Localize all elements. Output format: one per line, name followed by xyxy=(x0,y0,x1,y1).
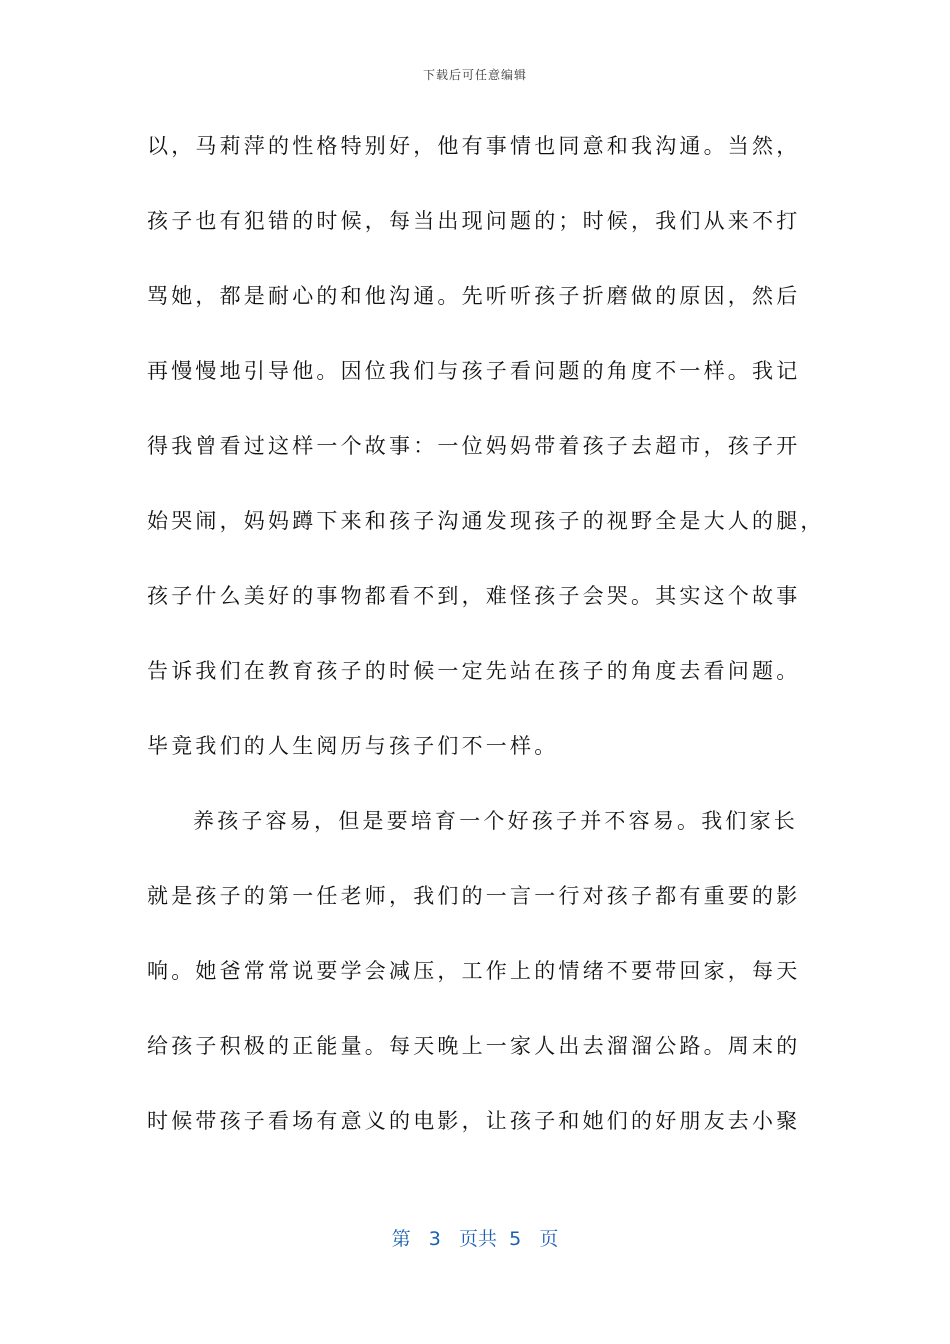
document-body xyxy=(147,118,825,1168)
current-page-number: 3 xyxy=(428,1228,441,1250)
text-line: 告诉我们在教育孩子的时候一定先站在孩子的角度去看问题。 xyxy=(147,659,801,683)
text-line: 响。她爸常常说要学会减压，工作上的情绪不要带回家，每天 xyxy=(147,959,801,983)
text-line: 孩子什么美好的事物都看不到，难怪孩子会哭。其实这个故事 xyxy=(147,584,801,608)
page-label-suffix: 页 xyxy=(539,1228,559,1250)
text-line: 以，马莉萍的性格特别好，他有事情也同意和我沟通。当然， xyxy=(147,134,801,158)
page-footer xyxy=(0,1224,950,1251)
text-line: 毕竟我们的人生阅历与孩子们不一样。 xyxy=(147,734,559,758)
total-pages-number: 5 xyxy=(509,1228,522,1250)
text-line: 给孩子积极的正能量。每天晚上一家人出去溜溜公路。周末的 xyxy=(147,1034,801,1058)
page-label-middle: 页共 xyxy=(459,1228,498,1250)
text-line: 再慢慢地引导他。因位我们与孩子看问题的角度不一样。我记 xyxy=(147,359,801,383)
text-line: 就是孩子的第一任老师，我们的一言一行对孩子都有重要的影 xyxy=(147,884,801,908)
text-line: 孩子也有犯错的时候，每当出现问题的；时候，我们从来不打 xyxy=(147,209,801,233)
page-header: 下载后可任意编辑 xyxy=(422,68,527,82)
text-line: 始哭闹，妈妈蹲下来和孩子沟通发现孩子的视野全是大人的腿， xyxy=(147,509,825,533)
page-label-prefix: 第 xyxy=(391,1228,411,1250)
text-line: 得我曾看过这样一个故事：一位妈妈带着孩子去超市，孩子开 xyxy=(147,434,801,458)
paragraph-first-line: 养孩子容易，但是要培育一个好孩子并不容易。我们家长 xyxy=(193,809,798,833)
text-line: 时候带孩子看场有意义的电影，让孩子和她们的好朋友去小聚 xyxy=(147,1109,801,1133)
text-line: 骂她，都是耐心的和他沟通。先听听孩子折磨做的原因，然后 xyxy=(147,284,801,308)
